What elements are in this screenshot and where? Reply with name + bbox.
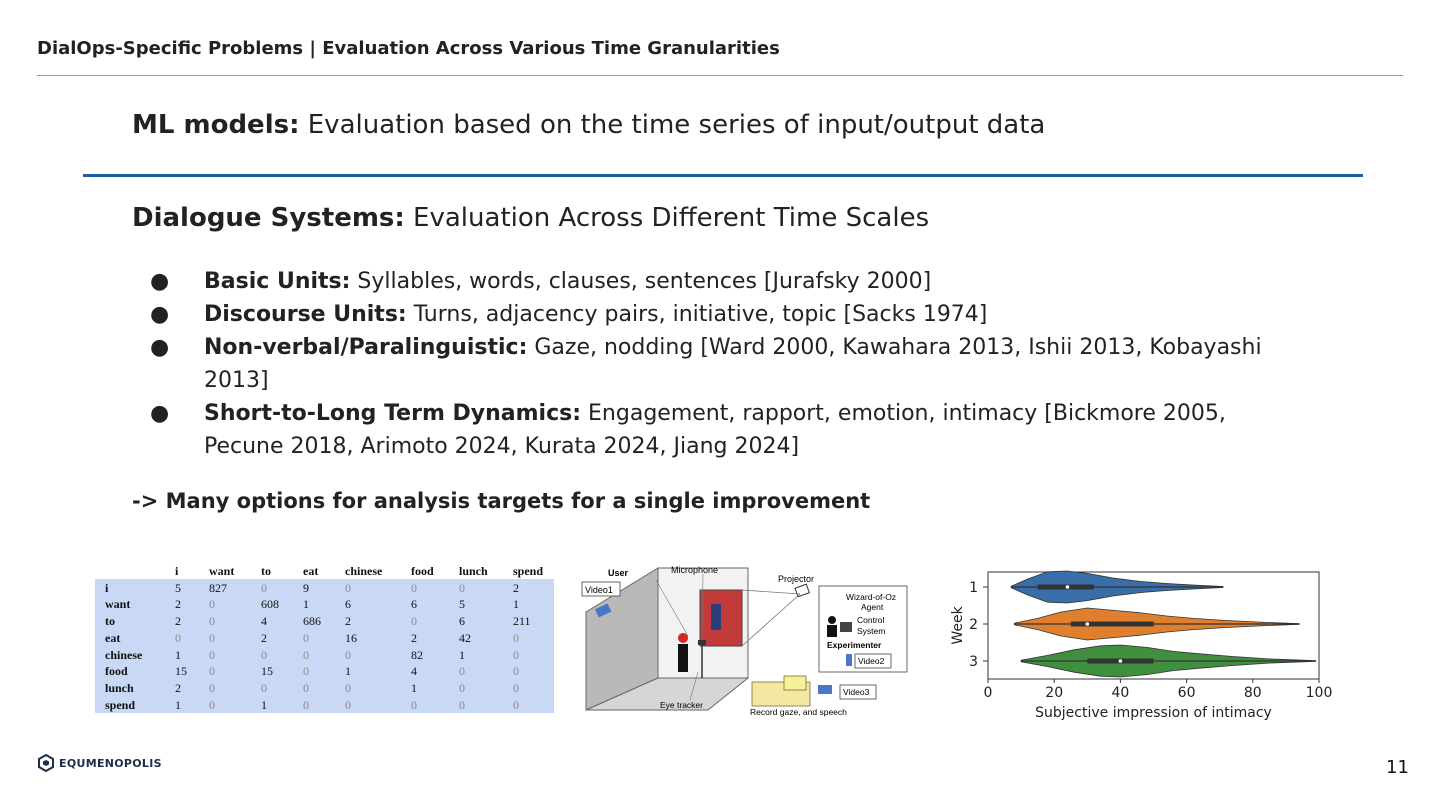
table-cell: 0 [303, 680, 309, 695]
table-cell: 1 [513, 597, 519, 612]
control-label-line2: System [857, 626, 886, 636]
row-header: chinese [105, 647, 143, 662]
table-cell: 0 [411, 697, 417, 712]
agent-figure-icon [711, 604, 721, 630]
row-header: food [105, 664, 128, 679]
experimenter-head-icon [828, 616, 836, 624]
list-item [150, 331, 1300, 397]
x-tick-label: 80 [1243, 685, 1262, 701]
conclusion-text: -> Many options for analysis targets for a single improvement [132, 489, 871, 513]
video2-camera-icon [846, 654, 852, 666]
bigram-count-table [95, 565, 554, 713]
table-cell: 2 [175, 597, 181, 612]
table-cell: 0 [513, 680, 519, 695]
y-tick-label: 3 [969, 654, 978, 670]
table-cell: 0 [209, 647, 215, 662]
table-cell: 0 [513, 630, 519, 645]
table-cell: 0 [411, 580, 417, 595]
experimenter-label: Experimenter [827, 640, 882, 650]
company-logo [37, 754, 162, 772]
row-header: i [105, 580, 109, 595]
y-axis-label: Week [950, 606, 966, 645]
projection-line [742, 590, 800, 594]
table-cell: 0 [345, 580, 351, 595]
list-item-text: Syllables, words, clauses, sentences [Jurafsky 2000] [350, 269, 932, 294]
table-cell: 1 [175, 647, 181, 662]
agent-label-line1: Wizard-of-Oz [846, 592, 897, 602]
table-cell: 0 [345, 680, 351, 695]
list-item-label: Short-to-Long Term Dynamics: [204, 401, 582, 426]
row-header: want [105, 597, 131, 612]
table-cell: 2 [411, 630, 417, 645]
list-item [150, 298, 1300, 331]
dialogue-systems-label: Dialogue Systems: [132, 203, 405, 233]
list-item-text: Turns, adjacency pairs, initiative, topic [Sacks 1974] [406, 302, 988, 327]
table-cell: 211 [513, 614, 531, 629]
list-item-text: Engagement, rapport, emotion, intimacy [Bickmore 2005, Pecune 2018, Arimoto 2024, Kurata 2024, Jiang 2024] [204, 401, 1226, 459]
record-label: Record gaze, and speech [750, 707, 847, 717]
x-tick-label: 100 [1305, 685, 1333, 701]
table-cell: 0 [513, 647, 519, 662]
user-head-icon [678, 633, 688, 643]
table-cell: 0 [261, 680, 267, 695]
table-cell: 15 [175, 664, 187, 679]
list-item-label: Non-verbal/Paralinguistic: [204, 335, 528, 360]
video1-label: Video1 [585, 585, 613, 595]
table-cell: 0 [209, 630, 215, 645]
intimacy-violin-plot [945, 565, 1340, 725]
column-header: want [209, 564, 235, 578]
dialogue-systems-text: Evaluation Across Different Time Scales [404, 203, 930, 233]
table-cell: 5 [175, 580, 181, 595]
microphone-icon [698, 640, 706, 645]
table-cell: 1 [345, 664, 351, 679]
video3-label: Video3 [843, 687, 870, 697]
table-cell: 2 [513, 580, 519, 595]
table-cell: 686 [303, 614, 321, 629]
table-cell: 0 [303, 697, 309, 712]
user-label: User [608, 568, 629, 578]
table-cell: 0 [303, 630, 309, 645]
table-cell: 6 [411, 597, 417, 612]
list-item [150, 397, 1300, 463]
x-tick-label: 20 [1045, 685, 1064, 701]
table-cell: 2 [175, 680, 181, 695]
table-cell: 4 [411, 664, 417, 679]
recording-monitor-icon [784, 676, 806, 690]
header-divider [37, 75, 1403, 76]
table-cell: 0 [345, 647, 351, 662]
microphone-label: Microphone [671, 565, 719, 575]
table-cell: 2 [261, 630, 267, 645]
y-tick-label: 1 [969, 580, 978, 596]
table-cell: 6 [459, 614, 465, 629]
violin-median-dot [1119, 659, 1123, 663]
table-cell: 1 [411, 680, 417, 695]
page-number: 11 [1386, 757, 1409, 778]
column-header: to [261, 564, 271, 578]
table-cell: 1 [459, 647, 465, 662]
table-cell: 0 [209, 697, 215, 712]
table-cell: 608 [261, 597, 279, 612]
control-label-line1: Control [857, 615, 885, 625]
table-cell: 0 [209, 597, 215, 612]
table-cell: 42 [459, 630, 471, 645]
control-monitor-icon [840, 622, 852, 632]
table-cell: 0 [513, 697, 519, 712]
table-cell: 9 [303, 580, 309, 595]
table-cell: 0 [459, 697, 465, 712]
row-header: to [105, 614, 115, 629]
table-cell: 0 [303, 647, 309, 662]
column-header: food [411, 564, 434, 578]
projector-label: Projector [778, 574, 815, 584]
table-cell: 0 [209, 614, 215, 629]
table-cell: 2 [345, 614, 351, 629]
experiment-setup-figure [578, 560, 920, 720]
list-item-text: Gaze, nodding [Ward 2000, Kawahara 2013, Ishii 2013, Kobayashi 2013] [204, 335, 1262, 393]
video2-label: Video2 [858, 656, 885, 666]
x-tick-label: 0 [983, 685, 993, 701]
header-title: DialOps-Specific Problems | Evaluation Across Various Time Granularities [37, 38, 780, 59]
dialogue-systems-line [132, 203, 929, 233]
list-item-label: Basic Units: [204, 269, 351, 294]
x-tick-label: 60 [1177, 685, 1196, 701]
table-cell: 0 [209, 664, 215, 679]
table-cell: 0 [345, 697, 351, 712]
table-cell: 4 [261, 614, 267, 629]
violin-iqr-box [1071, 622, 1154, 627]
ml-models-line [132, 110, 1045, 140]
table-cell: 16 [345, 630, 357, 645]
time-scale-list [150, 265, 1300, 463]
table-cell: 0 [303, 664, 309, 679]
experimenter-body-icon [827, 625, 837, 637]
table-cell: 15 [261, 664, 273, 679]
violin-median-dot [1066, 585, 1070, 589]
column-header: eat [303, 564, 319, 578]
table-cell: 0 [261, 647, 267, 662]
bullet-icon: ● [150, 269, 170, 294]
equmenopolis-logo-icon [37, 754, 55, 772]
video3-camera-icon [818, 685, 832, 694]
ml-models-text: Evaluation based on the time series of input/output data [299, 110, 1046, 140]
table-cell: 5 [459, 597, 465, 612]
table-cell: 0 [459, 664, 465, 679]
table-cell: 82 [411, 647, 423, 662]
column-header: i [175, 564, 179, 578]
row-header: lunch [105, 680, 134, 695]
column-header: lunch [459, 564, 488, 578]
row-header: eat [105, 630, 121, 645]
ml-models-label: ML models: [132, 110, 300, 140]
section-divider [83, 174, 1363, 177]
y-tick-label: 2 [969, 617, 978, 633]
list-item-label: Discourse Units: [204, 302, 407, 327]
table-cell: 1 [261, 697, 267, 712]
table-cell: 1 [303, 597, 309, 612]
x-tick-label: 40 [1111, 685, 1130, 701]
table-cell: 1 [175, 697, 181, 712]
table-cell: 827 [209, 580, 227, 595]
eye-tracker-label: Eye tracker [660, 700, 703, 710]
table-cell: 0 [459, 680, 465, 695]
row-header: spend [105, 697, 136, 712]
table-cell: 0 [175, 630, 181, 645]
column-header: chinese [345, 564, 383, 578]
agent-label-line2: Agent [861, 602, 884, 612]
table-cell: 0 [459, 580, 465, 595]
table-cell: 0 [261, 580, 267, 595]
bullet-icon: ● [150, 302, 170, 327]
x-axis-label: Subjective impression of intimacy [1035, 705, 1272, 721]
table-cell: 2 [175, 614, 181, 629]
table-cell: 0 [513, 664, 519, 679]
column-header: spend [513, 564, 544, 578]
user-body-icon [678, 644, 688, 672]
table-cell: 0 [411, 614, 417, 629]
table-cell: 6 [345, 597, 351, 612]
violin-median-dot [1086, 622, 1090, 626]
table-cell: 0 [209, 680, 215, 695]
bullet-icon: ● [150, 335, 170, 360]
logo-text: EQUMENOPOLIS [59, 756, 162, 770]
bullet-icon: ● [150, 401, 170, 426]
projector-icon [795, 584, 809, 597]
list-item [150, 265, 1300, 298]
projection-line [742, 594, 800, 646]
